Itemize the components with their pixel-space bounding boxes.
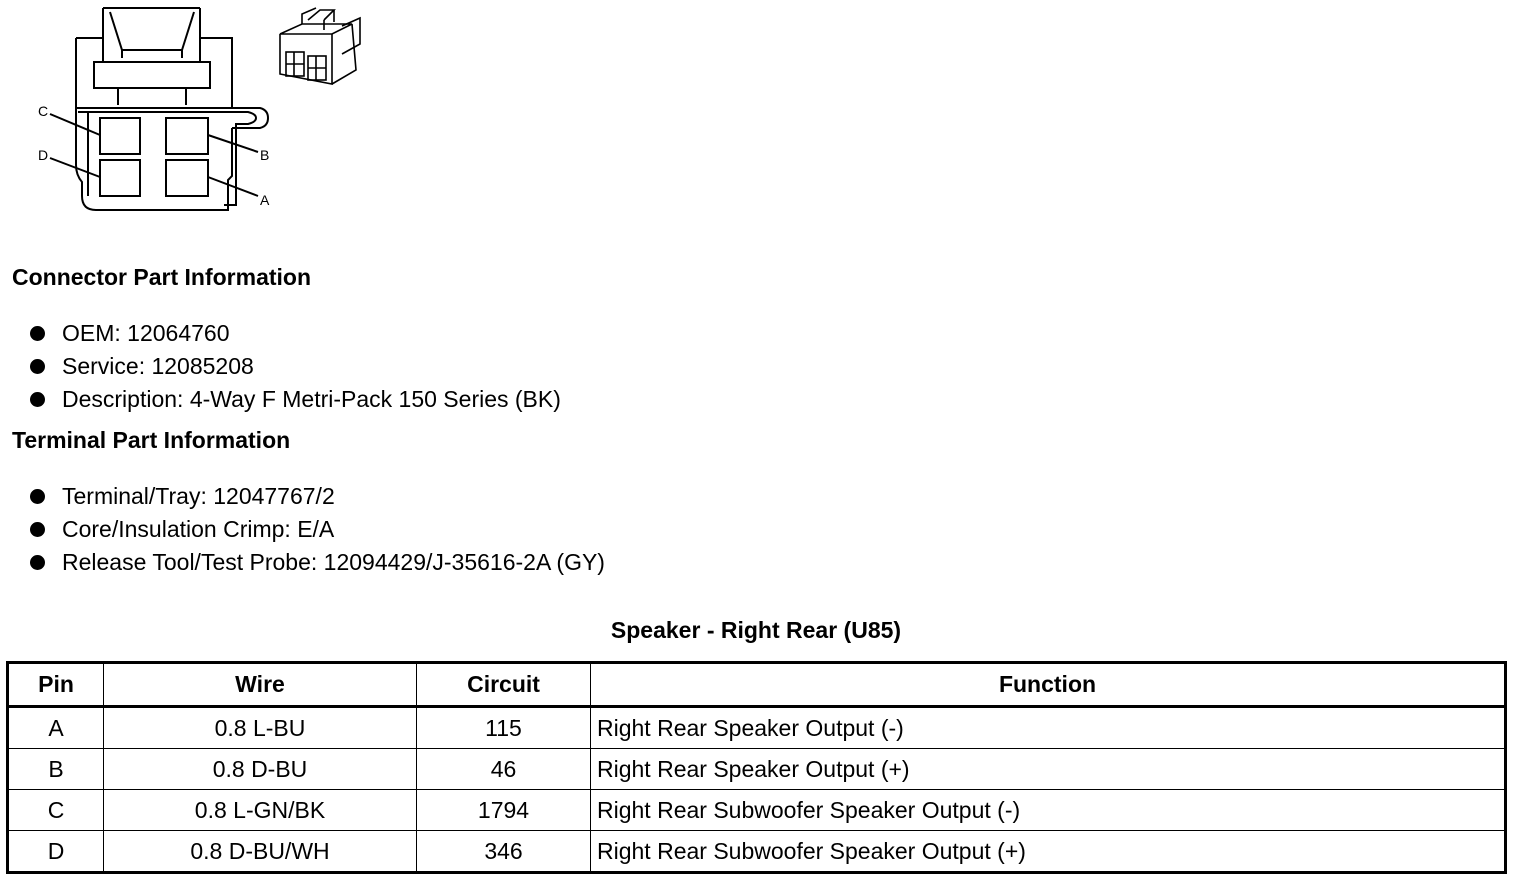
pin-label-d: D xyxy=(38,147,49,163)
bullet-icon xyxy=(30,522,45,537)
header-circuit: Circuit xyxy=(417,663,591,707)
terminal-part-heading: Terminal Part Information xyxy=(12,427,291,453)
table-row xyxy=(8,749,1506,790)
cell-circuit: 1794 xyxy=(417,790,591,831)
cell-wire: 0.8 L-BU xyxy=(104,707,417,749)
table-row xyxy=(8,831,1506,873)
cell-wire: 0.8 D-BU/WH xyxy=(104,831,417,873)
cell-circuit: 346 xyxy=(417,831,591,873)
cell-pin: B xyxy=(8,749,104,790)
list-item: OEM: 12064760 xyxy=(28,317,561,350)
connector-isometric-icon xyxy=(272,4,367,86)
bullet-icon xyxy=(30,555,45,570)
cell-pin: D xyxy=(8,831,104,873)
terminal-part-list xyxy=(28,480,605,579)
pinout-table xyxy=(6,661,1507,874)
cell-wire: 0.8 D-BU xyxy=(104,749,417,790)
list-item: Service: 12085208 xyxy=(28,350,561,383)
pin-label-a: A xyxy=(260,192,270,208)
header-wire: Wire xyxy=(104,663,417,707)
pin-label-b: B xyxy=(260,147,270,163)
cell-function: Right Rear Speaker Output (+) xyxy=(591,749,1506,790)
connector-part-heading: Connector Part Information xyxy=(12,264,312,290)
cell-pin: A xyxy=(8,707,104,749)
cell-circuit: 115 xyxy=(417,707,591,749)
connector-part-list xyxy=(28,317,561,416)
bullet-icon xyxy=(30,489,45,504)
table-title: Speaker - Right Rear (U85) xyxy=(610,617,902,643)
list-item: Core/Insulation Crimp: E/A xyxy=(28,513,605,546)
header-function: Function xyxy=(591,663,1506,707)
table-header-row xyxy=(8,663,1506,707)
cell-circuit: 46 xyxy=(417,749,591,790)
cell-function: Right Rear Subwoofer Speaker Output (+) xyxy=(591,831,1506,873)
bullet-icon xyxy=(30,392,45,407)
header-pin: Pin xyxy=(8,663,104,707)
cell-function: Right Rear Speaker Output (-) xyxy=(591,707,1506,749)
bullet-icon xyxy=(30,326,45,341)
list-item: Release Tool/Test Probe: 12094429/J-35616-2A (GY) xyxy=(28,546,605,579)
list-item: Terminal/Tray: 12047767/2 xyxy=(28,480,605,513)
bullet-icon xyxy=(30,359,45,374)
list-item: Description: 4-Way F Metri-Pack 150 Series (BK) xyxy=(28,383,561,416)
table-row xyxy=(8,707,1506,749)
cell-function: Right Rear Subwoofer Speaker Output (-) xyxy=(591,790,1506,831)
table-row xyxy=(8,790,1506,831)
connector-face-diagram xyxy=(30,0,290,220)
cell-pin: C xyxy=(8,790,104,831)
pin-label-c: C xyxy=(38,103,49,119)
cell-wire: 0.8 L-GN/BK xyxy=(104,790,417,831)
